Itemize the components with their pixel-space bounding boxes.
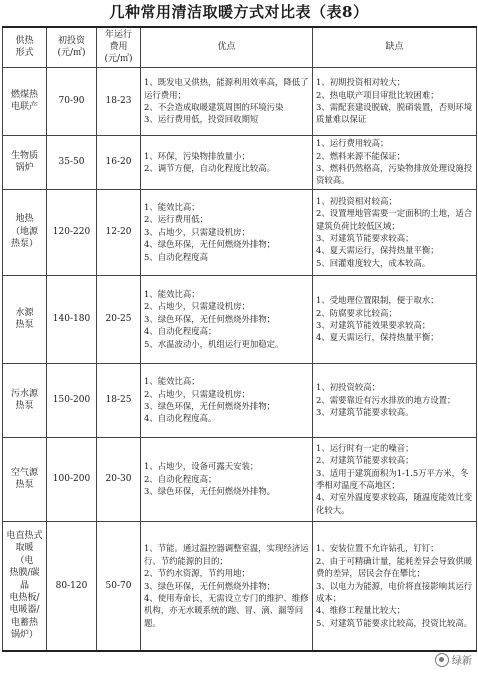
table-row	[3, 437, 477, 521]
row-invest: 140-180	[47, 275, 97, 363]
row-name: 空气源 热泵	[3, 437, 47, 521]
row-cons: 1、初投资较高； 2、需要靠近有污水排放的地方设置； 3、对建筑节能要求较高。	[313, 363, 477, 437]
table-row	[3, 521, 477, 651]
row-invest: 35-50	[47, 135, 97, 189]
row-pros: 1、占地少，设备可露天安装； 2、自动化程度高； 3、绿色环保，无任何燃烧外排物。	[141, 437, 313, 521]
header-invest: 初投资 (元/㎡)	[47, 27, 97, 67]
header-cons: 缺点	[313, 27, 477, 67]
table-row	[3, 189, 477, 275]
watermark	[435, 652, 472, 667]
table-row	[3, 363, 477, 437]
row-cost: 18-25	[97, 363, 141, 437]
row-name: 生物质 锅炉	[3, 135, 47, 189]
row-pros: 1、能效比高； 2、运行费用低； 3、占地少，只需建设机房； 4、绿色环保，无任何燃烧外排物； 5、自动化程度高	[141, 189, 313, 275]
row-cons: 1、安装位置不允许钻孔，钉钉； 2、由于可精确计量，能耗差异会导致供暖费的差异，居民会存在攀比； 3、以电力为能源，电价将直接影响其运行成本； 4、维修工程量比较大； 5、对建筑节能要求比较高，投资比较高。	[313, 521, 477, 651]
header-pros: 优点	[141, 27, 313, 67]
watermark-label: 绿新	[452, 656, 472, 667]
header-form: 供热 形式	[3, 27, 47, 67]
header-cost: 年运行 费用 (元/㎡)	[97, 27, 141, 67]
row-invest: 100-200	[47, 437, 97, 521]
row-pros: 1、能效比高； 2、占地少，只需建设机房； 3、绿色环保，无任何燃烧外排物； 4、自动化程度高； 5、水温波动小，机组运行更加稳定。	[141, 275, 313, 363]
row-pros: 1、既发电又供热，能源利用效率高，降低了运行费用； 2、不会造成取暖建筑周围的环境污染 3、运行费用低，投资回收期短	[141, 67, 313, 135]
row-invest: 80-120	[47, 521, 97, 651]
row-name: 电直热式 取暖 （电 热膜/碳晶 电热板/ 电暖器/ 电蓄热 锅炉）	[3, 521, 47, 651]
row-cost: 18-23	[97, 67, 141, 135]
row-cost: 20-30	[97, 437, 141, 521]
wechat-logo-icon	[435, 653, 449, 667]
row-cost: 50-70	[97, 521, 141, 651]
row-invest: 120-220	[47, 189, 97, 275]
row-cons: 1、受地理位置限制，便于取水； 2、防腐要求比较高； 3、对建筑节能效果要求较高； 4、夏天需运行，保持热量平衡；	[313, 275, 477, 363]
row-pros: 1、环保，污染物排放量小； 2、调节方便，自动化程度比较高。	[141, 135, 313, 189]
row-cost: 12-20	[97, 189, 141, 275]
row-name: 污水源 热泵	[3, 363, 47, 437]
row-invest: 70-90	[47, 67, 97, 135]
row-cons: 1、运行时有一定的噪音； 2、对建筑节能要求较高； 3、适用于建筑面积为1-1.5万平方米，冬季相对温度不高地区； 4、对室外温度要求较高，随温度能效比变化较大。	[313, 437, 477, 521]
row-name: 水源 热泵	[3, 275, 47, 363]
row-name: 燃煤热 电联产	[3, 67, 47, 135]
row-name: 地热 （地源 热泵）	[3, 189, 47, 275]
row-pros: 1、节能。通过温控器调整室温，实现经济运行、节约能源的目的； 2、节约水资源，节约用地； 3、绿色环保，无任何燃烧外排物； 4、使用寿命长，无需设立专门的维护、维修机构，亦无水暖系统的跑、冒、滴、漏等问题。	[141, 521, 313, 651]
row-pros: 1、能效比高； 2、占地少，只需建设机房； 3、绿色环保，无任何燃烧外排物； 4、自动化程度高。	[141, 363, 313, 437]
row-cons: 1、运行费用较高； 2、燃料来源不能保证； 3、燃料仍然格高，污染物排放处理设施投资较高。	[313, 135, 477, 189]
table-title: 几种常用清洁取暖方式对比表（表8）	[109, 3, 369, 21]
table-row	[3, 135, 477, 189]
row-cons: 1、初投资相对较高； 2、设置埋地管需要一定面积的土地，适合建筑负荷比较低区域； 3、对建筑节能要求较高； 4、夏天需运行，保持热量平衡； 5、回灌难度较大，成本较高。	[313, 189, 477, 275]
row-cost: 20-25	[97, 275, 141, 363]
table-row	[3, 275, 477, 363]
row-cons: 1、初期投资相对较大； 2、热电联产项目审批比较困难； 3、需配套建设脱硫，脱硝装置，否则环境质量难以保证	[313, 67, 477, 135]
comparison-table	[2, 26, 477, 652]
header-row	[3, 27, 477, 67]
row-cost: 16-20	[97, 135, 141, 189]
table-row	[3, 67, 477, 135]
row-invest: 150-200	[47, 363, 97, 437]
